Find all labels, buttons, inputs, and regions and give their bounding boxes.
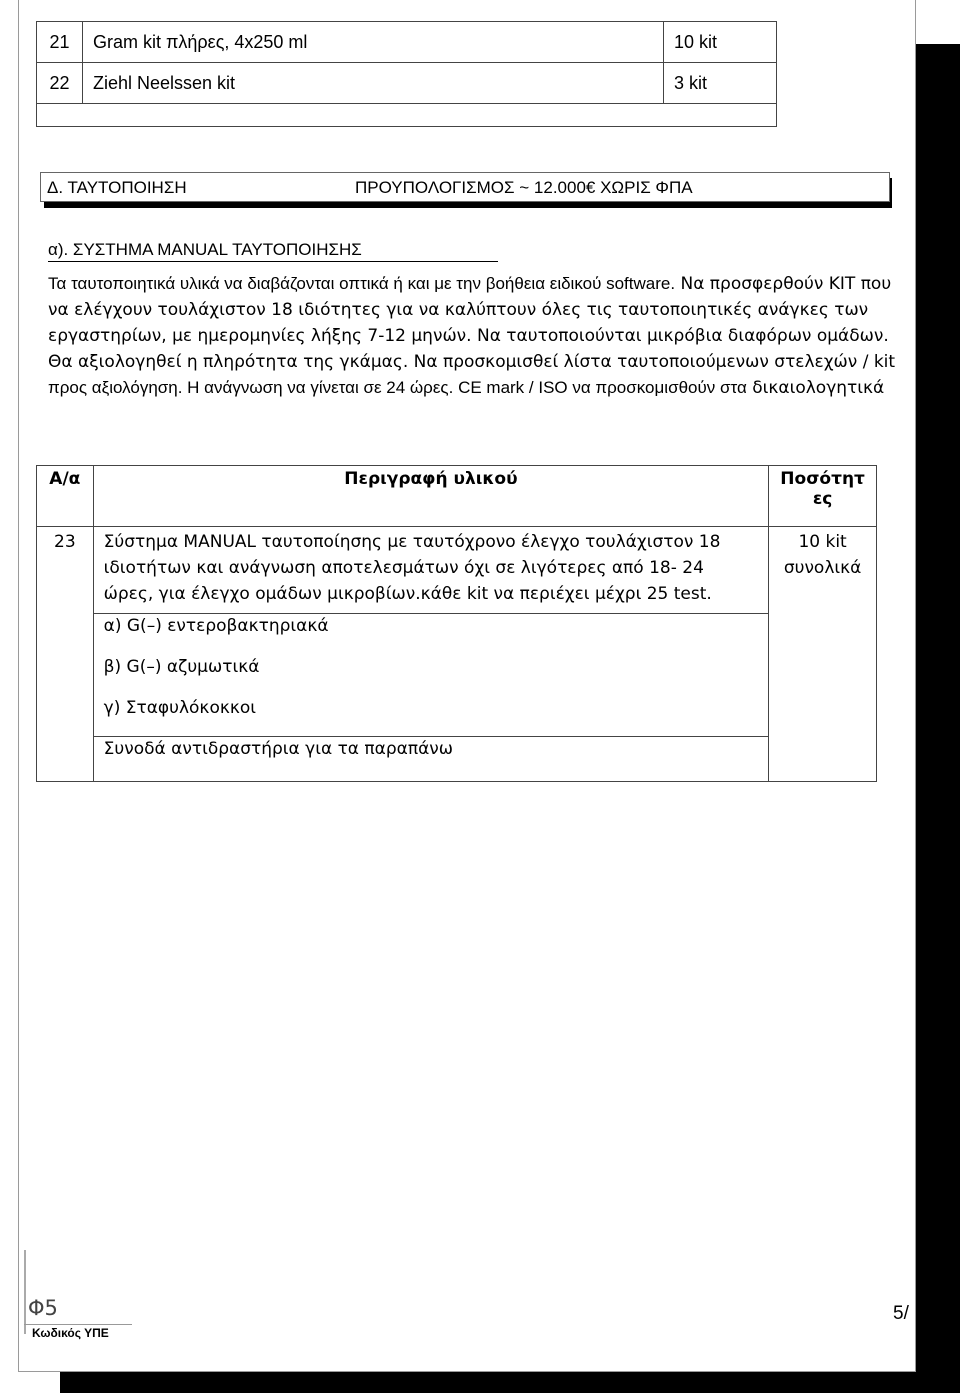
footer-divider — [24, 1324, 132, 1325]
row-description: Σύστημα MANUAL ταυτοποίησης με ταυτόχρονο έλεγχο τουλάχιστον 18 ιδιοτήτων και ανάγνωση αποτελεσμάτων όχι σε λιγότερες από 18- 24 ώρες, για έλεγχο ομάδων μικροβίων.κάθε kit να περιέχει μέχρι 25 test. — [93, 527, 769, 614]
table-row — [37, 63, 777, 104]
section-paragraph — [48, 271, 908, 401]
table-header-row — [37, 466, 877, 527]
row-description: Ziehl Neelssen kit — [83, 63, 664, 104]
table-row — [37, 696, 877, 737]
header-quantity: Ποσότητ ες — [769, 466, 877, 527]
section-heading: α). ΣΥΣΤΗΜΑ MANUAL ΤΑΥΤΟΠΟΙΗΣΗΣ — [48, 240, 498, 262]
subitem-enterobacteria: α) G(–) εντεροβακτηριακά — [93, 614, 769, 655]
page-shadow-bottom — [60, 1372, 960, 1393]
subitem-nonfermenters: β) G(–) αζυμωτικά — [93, 655, 769, 696]
table-row — [37, 527, 877, 614]
row-quantity: 10 kit συνολικά — [769, 527, 877, 614]
table-row — [37, 737, 877, 777]
paragraph-part: Τα ταυτοποιητικά υλικά να διαβάζονται οπτικά ή και με την βοήθεια ειδικού software. — [48, 274, 676, 293]
paragraph-part: Να προσφερθούν KIT που να ελέγχουν τουλάχιστον 18 ιδιότητες για να καλύπτουν όλες τις ταυτοποιητικές ανάγκες των εργαστηρίων, με ημερομηνίες λήξης 7-12 μηνών. Να ταυτοποιούνται μικρόβια διαφόρων ομάδων. Θα αξιολογηθεί η πληρότητα της γκάμας. Να προσκομισθεί λίστα ταυτοποιούμενων στελεχών / kit — [48, 274, 896, 372]
subitem-reagents: Συνοδά αντιδραστήρια για τα παραπάνω — [93, 737, 769, 777]
row-number: 21 — [37, 22, 83, 63]
section-banner — [40, 172, 890, 202]
subitem-staphylococci: γ) Σταφυλόκοκκοι — [93, 696, 769, 737]
row-number: 23 — [37, 527, 94, 614]
header-description: Περιγραφή υλικού — [93, 466, 769, 527]
banner-budget: ΠΡΟΥΠΟΛΟΓΙΣΜΟΣ ~ 12.000€ ΧΩΡΙΣ ΦΠΑ — [355, 178, 693, 197]
footer-bracket — [24, 1250, 26, 1334]
paragraph-part: CE mark / ISO να προσκομισθούν στα — [453, 378, 747, 397]
footer-label: Κωδικός ΥΠΕ — [32, 1326, 109, 1340]
row-number: 22 — [37, 63, 83, 104]
table-spacer-row — [37, 104, 777, 127]
paragraph-part: προς αξιολόγηση. Η ανάγνωση να γίνεται σε 24 ώρες. — [48, 378, 454, 397]
header-number: Α/α — [37, 466, 94, 527]
page-number: 5/ — [893, 1303, 909, 1324]
items-table-main — [36, 465, 877, 782]
page-shadow-right — [916, 44, 960, 1393]
table-row — [37, 22, 777, 63]
row-quantity: 3 kit — [664, 63, 777, 104]
row-description: Gram kit πλήρες, 4x250 ml — [83, 22, 664, 63]
banner-section-title: Δ. ΤΑΥΤΟΠΟΙΗΣΗ — [47, 178, 187, 197]
table-bottom-row — [37, 777, 877, 782]
paragraph-part: δικαιολογητικά — [746, 378, 885, 398]
items-table-top — [36, 21, 777, 127]
footer-code: Φ5 — [28, 1296, 58, 1320]
row-quantity: 10 kit — [664, 22, 777, 63]
table-row — [37, 614, 877, 655]
table-row — [37, 655, 877, 696]
